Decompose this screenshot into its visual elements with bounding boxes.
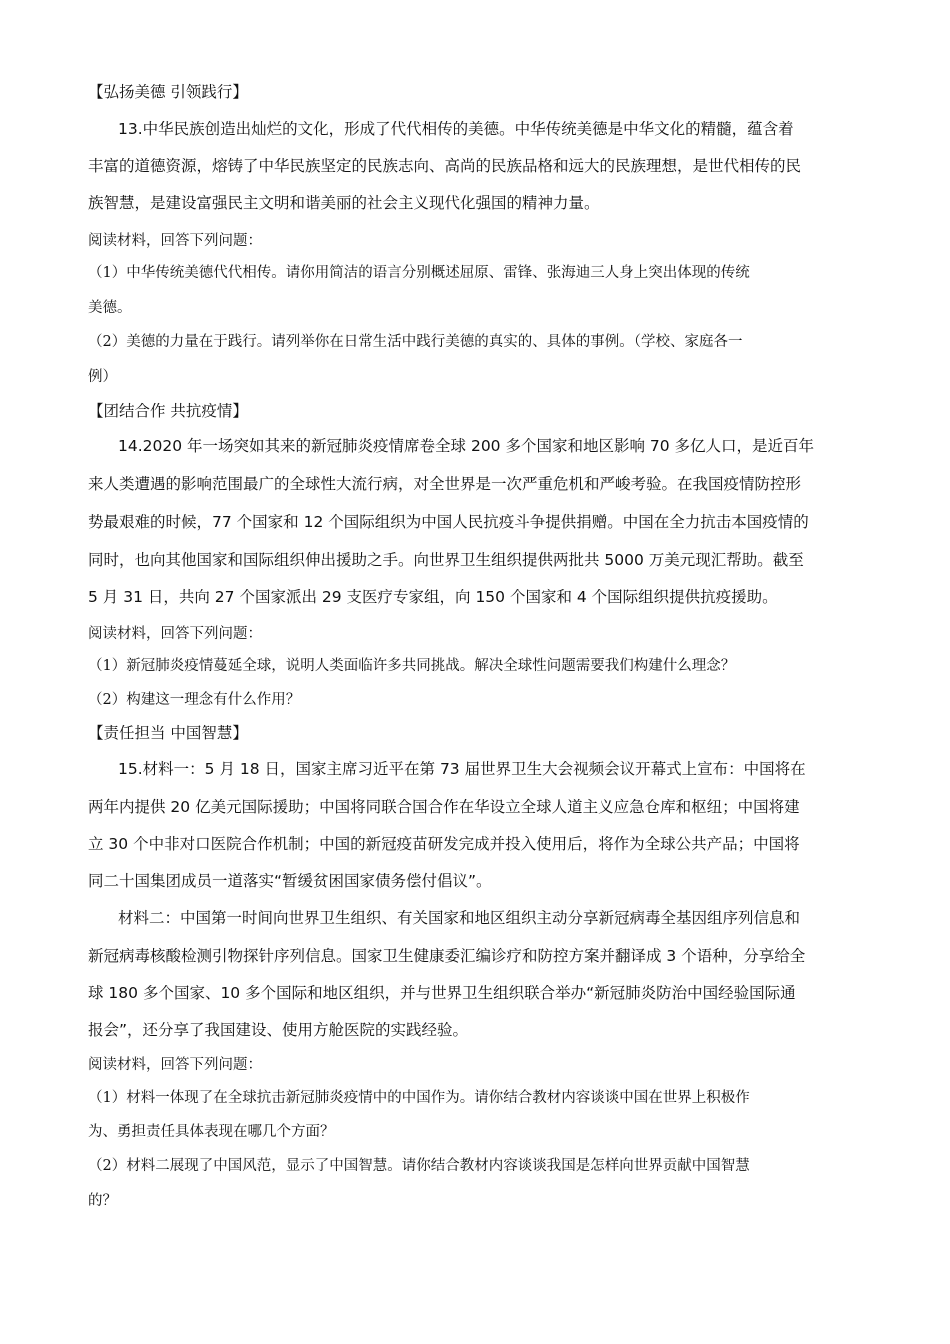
- section-heading: 【团结合作 共抗疫情】: [88, 402, 248, 420]
- paragraph-line: 15.材料一：5 月 18 日，国家主席习近平在第 73 届世界卫生大会视频会议开幕式上宣布：中国将在: [118, 760, 806, 778]
- question-line: 例）: [88, 369, 117, 385]
- question-line: （1）中华传统美德代代相传。请你用简洁的语言分别概述屈原、雷锋、张海迪三人身上突出体现的传统: [88, 265, 750, 281]
- section-heading: 【责任担当 中国智慧】: [88, 724, 248, 742]
- paragraph-line: 两年内提供 20 亿美元国际援助；中国将同联合国合作在华设立全球人道主义应急仓库和枢纽；中国将建: [88, 798, 800, 816]
- question-line: （1）材料一体现了在全球抗击新冠肺炎疫情中的中国作为。请你结合教材内容谈谈中国在世界上积极作: [88, 1090, 750, 1106]
- paragraph-line: 族智慧，是建设富强民主文明和谐美丽的社会主义现代化强国的精神力量。: [88, 194, 600, 212]
- question-line: （2）美德的力量在于践行。请列举你在日常生活中践行美德的真实的、具体的事例。（学校、家庭各一: [88, 334, 743, 350]
- question-line: 的？: [88, 1193, 117, 1209]
- paragraph-line: 立 30 个中非对口医院合作机制；中国的新冠疫苗研发完成并投入使用后，将作为全球公共产品；中国将: [88, 835, 800, 853]
- paragraph-line: 来人类遭遇的影响范围最广的全球性大流行病，对全世界是一次严重危机和严峻考验。在我国疫情防控形: [88, 475, 802, 493]
- question-line: 为、勇担责任具体表现在哪几个方面？: [88, 1124, 335, 1140]
- question-line: （2）材料二展现了中国风范，显示了中国智慧。请你结合教材内容谈谈我国是怎样向世界贡献中国智慧: [88, 1158, 750, 1174]
- question-line: 美德。: [88, 300, 132, 316]
- paragraph-line: 同二十国集团成员一道落实“暂缓贫困国家债务偿付倡议”。: [88, 872, 492, 890]
- paragraph-line: 势最艰难的时候，77 个国家和 12 个国际组织为中国人民抗疫斗争提供捐赠。中国在全力抗击本国疫情的: [88, 513, 809, 531]
- paragraph-line: 5 月 31 日，共向 27 个国家派出 29 支医疗专家组，向 150 个国家和 4 个国际组织提供抗疫援助。: [88, 588, 778, 606]
- paragraph-line: 报会”，还分享了我国建设、使用方舱医院的实践经验。: [88, 1021, 469, 1039]
- paragraph-line: 新冠病毒核酸检测引物探针序列信息。国家卫生健康委汇编诊疗和防控方案并翻译成 3 个语种，分享给全: [88, 947, 806, 965]
- paragraph-line: 球 180 多个国家、10 多个国际和地区组织，并与世界卫生组织联合举办“新冠肺炎防治中国经验国际通: [88, 984, 796, 1002]
- paragraph-line: 14.2020 年一场突如其来的新冠肺炎疫情席卷全球 200 多个国家和地区影响 70 多亿人口，是近百年: [118, 437, 815, 455]
- paragraph-line: 同时，也向其他国家和国际组织伸出援助之手。向世界卫生组织提供两批共 5000 万美元现汇帮助。截至: [88, 551, 804, 569]
- question-line: （2）构建这一理念有什么作用？: [88, 692, 301, 708]
- paragraph-line: 13.中华民族创造出灿烂的文化，形成了代代相传的美德。中华传统美德是中华文化的精髓，蕴含着: [118, 120, 794, 138]
- question-prompt: 阅读材料，回答下列问题：: [88, 233, 262, 249]
- paragraph-line: 丰富的道德资源，熔铸了中华民族坚定的民族志向、高尚的民族品格和远大的民族理想，是世代相传的民: [88, 157, 802, 175]
- section-heading: 【弘扬美德 引领践行】: [88, 83, 248, 101]
- question-line: （1）新冠肺炎疫情蔓延全球，说明人类面临许多共同挑战。解决全球性问题需要我们构建什么理念？: [88, 658, 736, 674]
- paragraph-line: 材料二：中国第一时间向世界卫生组织、有关国家和地区组织主动分享新冠病毒全基因组序列信息和: [118, 909, 801, 927]
- question-prompt: 阅读材料，回答下列问题：: [88, 626, 262, 642]
- question-prompt: 阅读材料，回答下列问题：: [88, 1057, 262, 1073]
